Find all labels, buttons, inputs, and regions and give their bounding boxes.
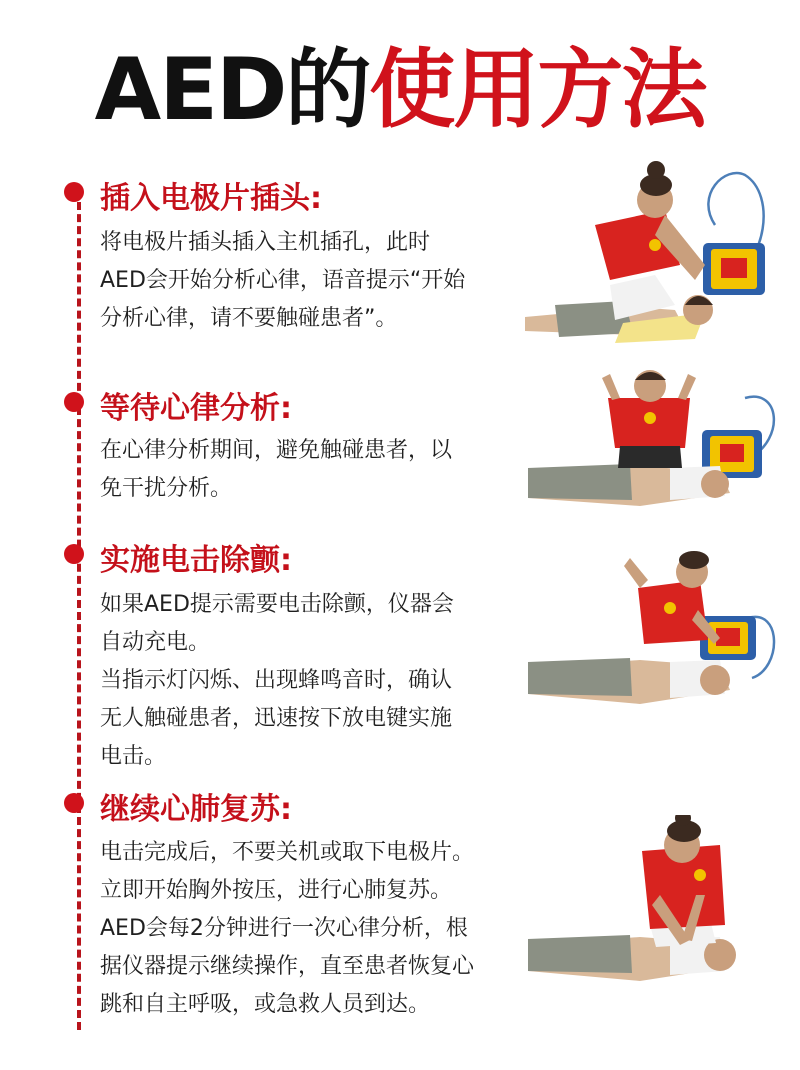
step-3-line: 如果AED提示需要电击除颤，仪器会	[100, 592, 454, 617]
step-3-heading: 实施电击除颤:	[100, 543, 292, 578]
step-2-line: 在心律分析期间，避免触碰患者，以	[100, 438, 453, 463]
title-usage: 使用方法	[369, 40, 706, 140]
step-2-line: 免干扰分析。	[100, 476, 233, 501]
illustration-wait-analysis	[520, 368, 800, 523]
step-4-line: AED会每2分钟进行一次心律分析，根	[100, 916, 468, 941]
step-1-line: 将电极片插头插入主机插孔，此时	[100, 230, 431, 255]
illustration-insert-plug	[515, 155, 800, 350]
illustration-shock	[520, 548, 800, 728]
step-3-line: 当指示灯闪烁、出现蜂鸣音时，确认	[100, 668, 453, 693]
title-aed: AED的	[94, 40, 370, 140]
step-3-text	[100, 586, 520, 776]
timeline-dot	[64, 392, 84, 412]
illustration-cpr	[520, 815, 800, 1005]
step-1-line: 分析心律，请不要触碰患者”。	[100, 306, 398, 331]
timeline-dot	[64, 793, 84, 813]
step-3-line: 无人触碰患者，迅速按下放电键实施	[100, 706, 453, 731]
step-1-line: AED会开始分析心律，语音提示“开始	[100, 268, 466, 293]
step-2-heading: 等待心律分析:	[100, 391, 292, 426]
step-4-line: 据仪器提示继续操作，直至患者恢复心	[100, 954, 475, 979]
timeline-dot	[64, 544, 84, 564]
step-1-text	[100, 224, 520, 338]
timeline-dot	[64, 182, 84, 202]
page-title	[0, 40, 800, 140]
timeline-line	[77, 190, 81, 1030]
step-2-text	[100, 432, 520, 508]
step-3-line: 自动充电。	[100, 630, 211, 655]
step-1-heading: 插入电极片插头:	[100, 181, 322, 216]
step-4-line: 立即开始胸外按压，进行心肺复苏。	[100, 878, 453, 903]
step-4-line: 跳和自主呼吸，或急救人员到达。	[100, 992, 431, 1017]
step-4-text	[100, 834, 520, 1024]
step-4-heading: 继续心肺复苏:	[100, 792, 292, 827]
step-4-line: 电击完成后，不要关机或取下电极片。	[100, 840, 475, 865]
step-3-line: 电击。	[100, 744, 167, 769]
